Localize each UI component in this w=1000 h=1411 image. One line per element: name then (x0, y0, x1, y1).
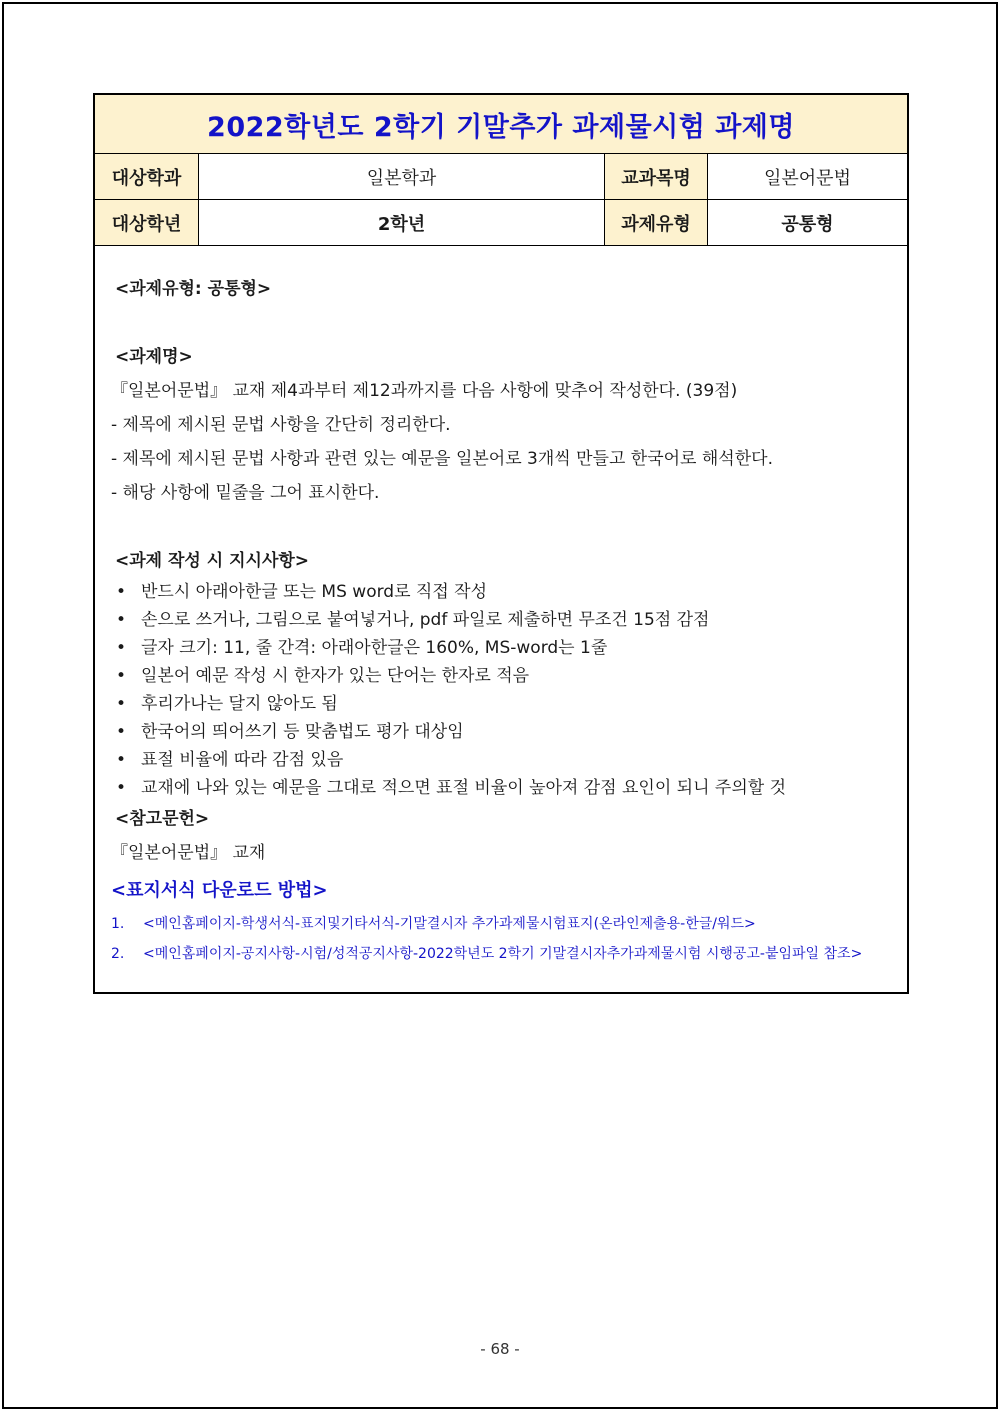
download-heading: <표지서식 다운로드 방법> (111, 880, 328, 901)
grade-value: 2학년 (199, 200, 605, 246)
link-text: <메인홈페이지-학생서식-표지및기타서식-기말결시자 추가과제물시험표지(온라인제출용-한글/워드> (143, 916, 756, 932)
link-number: 2. (111, 946, 125, 962)
reference-text: 『일본어문법』 교재 (111, 843, 266, 863)
grade-label: 대상학년 (95, 200, 199, 246)
download-links (111, 912, 889, 966)
instruction-item: • 표절 비율에 따라 감점 있음 (111, 746, 889, 774)
instruction-item: • 후리가나는 달지 않아도 됨 (111, 690, 889, 718)
assignment-body (95, 246, 907, 992)
page-number: - 68 - (480, 1340, 520, 1358)
instruction-item: • 반드시 아래아한글 또는 MS word로 직접 작성 (111, 578, 889, 606)
type-label: 과제유형 (605, 200, 708, 246)
form-title: 2022학년도 2학기 기말추가 과제물시험 과제명 (95, 95, 907, 154)
info-table (95, 154, 907, 246)
task-heading: <과제명> (115, 347, 193, 367)
task-line: - 해당 사항에 밑줄을 그어 표시한다. (111, 483, 380, 503)
type-value: 공통형 (708, 200, 907, 246)
link-text: <메인홈페이지-공지사항-시험/성적공지사항-2022학년도 2학기 기말결시자추가과제물시험 시행공고-붙임파일 참조> (143, 946, 863, 962)
instruction-item: • 글자 크기: 11, 줄 간격: 아래아한글은 160%, MS-word는 1줄 (111, 634, 889, 662)
task-line: - 제목에 제시된 문법 사항과 관련 있는 예문을 일본어로 3개씩 만들고 한국어로 해석한다. (111, 449, 773, 469)
instruction-item: • 일본어 예문 작성 시 한자가 있는 단어는 한자로 적음 (111, 662, 889, 690)
dept-value: 일본학과 (199, 154, 605, 200)
instruction-item: • 한국어의 띄어쓰기 등 맞춤법도 평가 대상임 (111, 718, 889, 746)
link-number: 1. (111, 916, 125, 932)
reference-heading: <참고문헌> (115, 809, 210, 829)
download-link-item[interactable] (111, 912, 889, 936)
instructions-list (111, 578, 889, 802)
download-link-item[interactable] (111, 942, 889, 966)
instruction-item: • 손으로 쓰거나, 그림으로 붙여넣거나, pdf 파일로 제출하면 무조건 15점 감점 (111, 606, 889, 634)
type-heading: <과제유형: 공통형> (115, 279, 272, 299)
subject-label: 교과목명 (605, 154, 708, 200)
assignment-form (93, 93, 909, 994)
instructions-heading: <과제 작성 시 지시사항> (115, 551, 310, 571)
instruction-item: • 교재에 나와 있는 예문을 그대로 적으면 표절 비율이 높아져 감점 요인이 되니 주의할 것 (111, 774, 889, 802)
task-line: - 제목에 제시된 문법 사항을 간단히 정리한다. (111, 415, 451, 435)
task-line: 『일본어문법』 교재 제4과부터 제12과까지를 다음 사항에 맞추어 작성한다. (39점) (111, 381, 738, 401)
dept-label: 대상학과 (95, 154, 199, 200)
subject-value: 일본어문법 (708, 154, 907, 200)
